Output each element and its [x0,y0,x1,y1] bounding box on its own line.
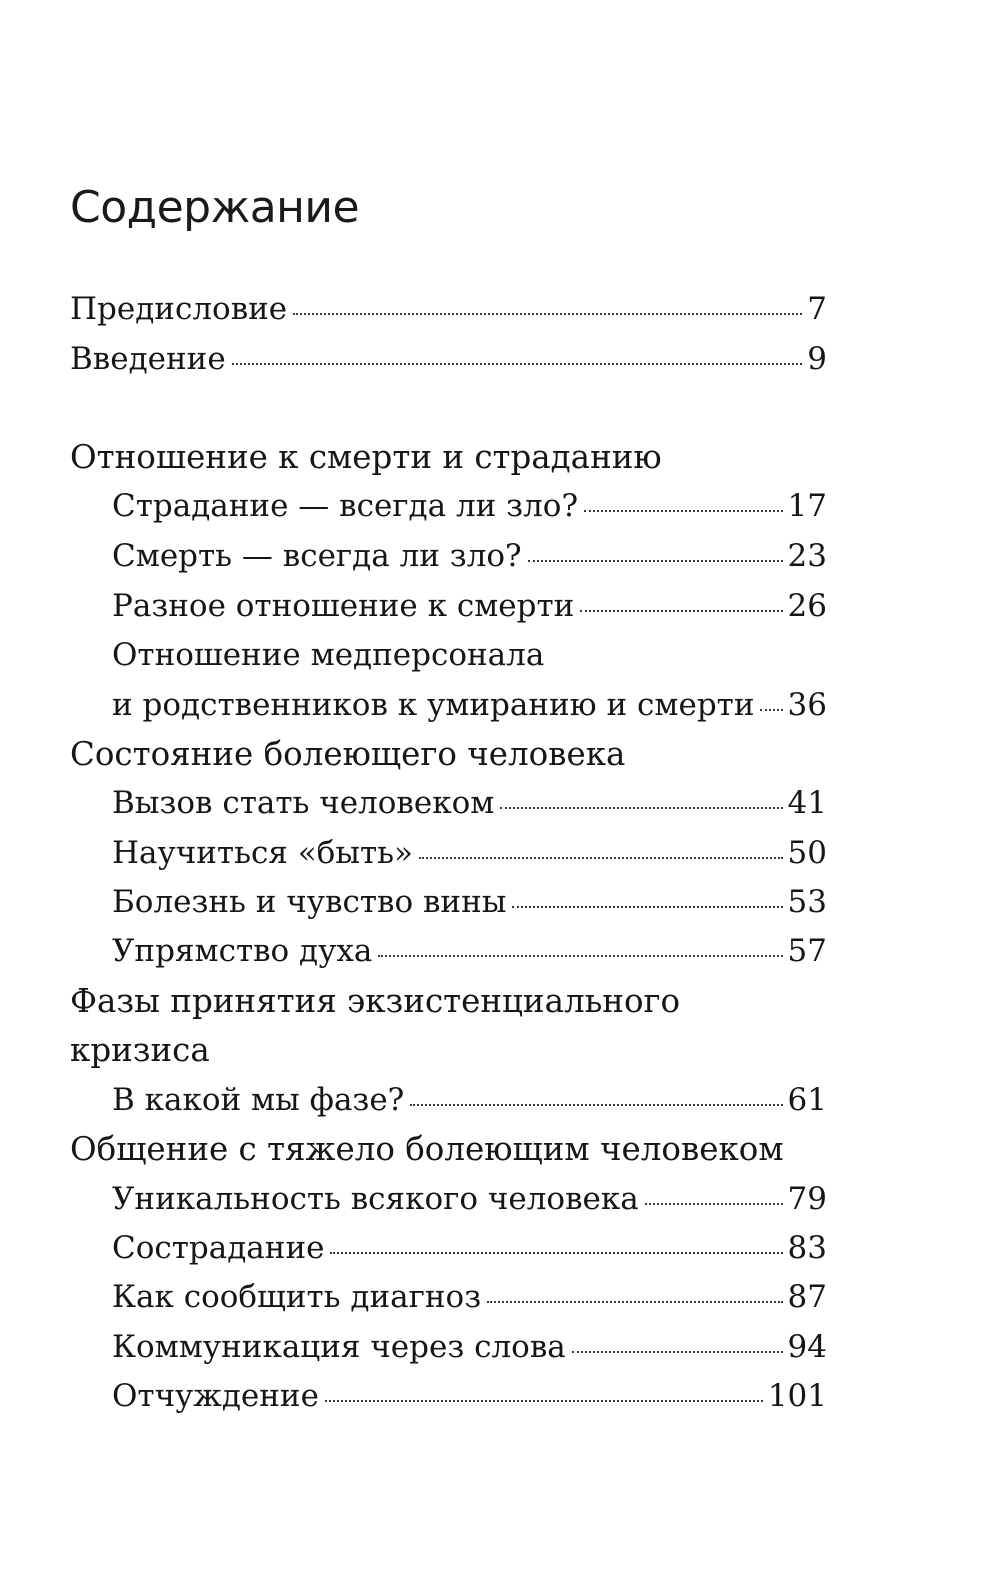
toc-part-title: Состояние болеющего человека [70,735,626,773]
dot-leader [487,1301,782,1303]
toc-part-title: Фазы принятия экзистенциального [70,982,681,1020]
toc-entry[interactable] [112,1174,827,1224]
toc-page-number: 79 [787,1181,827,1217]
toc-page-number: 26 [787,588,827,624]
toc-entry-label: Уникальность всякого человека [112,1181,639,1217]
toc-entry-introduction[interactable] [70,334,827,384]
toc-entry-label: Научиться «быть» [112,835,414,871]
toc-entry[interactable] [112,1272,827,1322]
toc-entry-label: Разное отношение к смерти [112,588,575,624]
dot-leader [528,560,783,562]
toc-entry-label: Сострадание [112,1230,325,1266]
toc-page-number: 87 [787,1279,827,1315]
dot-leader [325,1400,763,1402]
toc-entry-line1[interactable] [112,630,827,680]
toc-page-number: 41 [787,785,827,821]
toc-part-heading-line2[interactable] [70,1025,827,1075]
toc-page-number: 53 [787,884,827,920]
toc-entry-label: Смерть — всегда ли зло? [112,538,522,574]
toc-entry-label: Коммуникация через слова [112,1329,566,1365]
toc-page-number: 17 [787,488,827,524]
toc-entry[interactable] [112,1075,827,1125]
toc-part-title: кризиса [70,1031,210,1069]
toc-entry[interactable] [112,828,827,878]
toc-entry-label: Страдание — всегда ли зло? [112,488,579,524]
toc-page-number: 57 [787,933,827,969]
toc-page-number: 83 [787,1230,827,1266]
toc-part-title: Отношение к смерти и страданию [70,438,662,476]
dot-leader [760,709,782,711]
toc-entry[interactable] [112,581,827,631]
toc-entry-preface[interactable] [70,284,827,334]
dot-leader [512,906,782,908]
toc-entry-label: Отношение медперсонала [112,637,545,673]
toc-entry-label: Отчуждение [112,1378,319,1414]
toc-entry-label: Введение [70,341,226,377]
dot-leader [580,610,782,612]
toc-part-title: Общение с тяжело болеющим человеком [70,1130,784,1168]
dot-leader [378,955,782,957]
toc-part-heading[interactable] [70,432,827,482]
toc-page-number: 36 [787,687,827,723]
toc-part-heading-line1[interactable] [70,976,827,1026]
toc-entry-label: Вызов стать человеком [112,785,495,821]
toc-entry[interactable] [112,1223,827,1273]
toc-page-number: 94 [787,1329,827,1365]
toc-page-number: 61 [787,1082,827,1118]
toc-page-number: 7 [807,291,827,327]
toc-page-number: 101 [767,1378,827,1414]
toc-entry-label: и родственников к умиранию и смерти [112,687,755,723]
toc-title: Содержание [70,182,360,233]
toc-entry-label: Болезнь и чувство вины [112,884,507,920]
toc-entry[interactable] [112,926,827,976]
toc-page-number: 9 [807,341,827,377]
dot-leader [645,1203,783,1205]
toc-entry[interactable] [112,877,827,927]
toc-entry[interactable] [112,778,827,828]
toc-entry-line2[interactable] [112,680,827,730]
dot-leader [584,510,782,512]
dot-leader [500,807,782,809]
toc-entry-label: Предисловие [70,291,288,327]
toc-page-number: 50 [787,835,827,871]
toc-part-heading[interactable] [70,1124,827,1174]
toc-entry-label: Упрямство духа [112,933,373,969]
toc-part-heading[interactable] [70,729,827,779]
toc-entry[interactable] [112,1322,827,1372]
toc-entry[interactable] [112,531,827,581]
toc-entry[interactable] [112,481,827,531]
dot-leader [572,1351,783,1353]
dot-leader [419,857,783,859]
toc-page-number: 23 [787,538,827,574]
dot-leader [410,1104,782,1106]
toc-entry-label: В какой мы фазе? [112,1082,405,1118]
dot-leader [293,313,802,315]
toc-entry[interactable] [112,1371,827,1421]
toc-entry-label: Как сообщить диагноз [112,1279,482,1315]
dot-leader [330,1252,782,1254]
dot-leader [232,363,803,365]
